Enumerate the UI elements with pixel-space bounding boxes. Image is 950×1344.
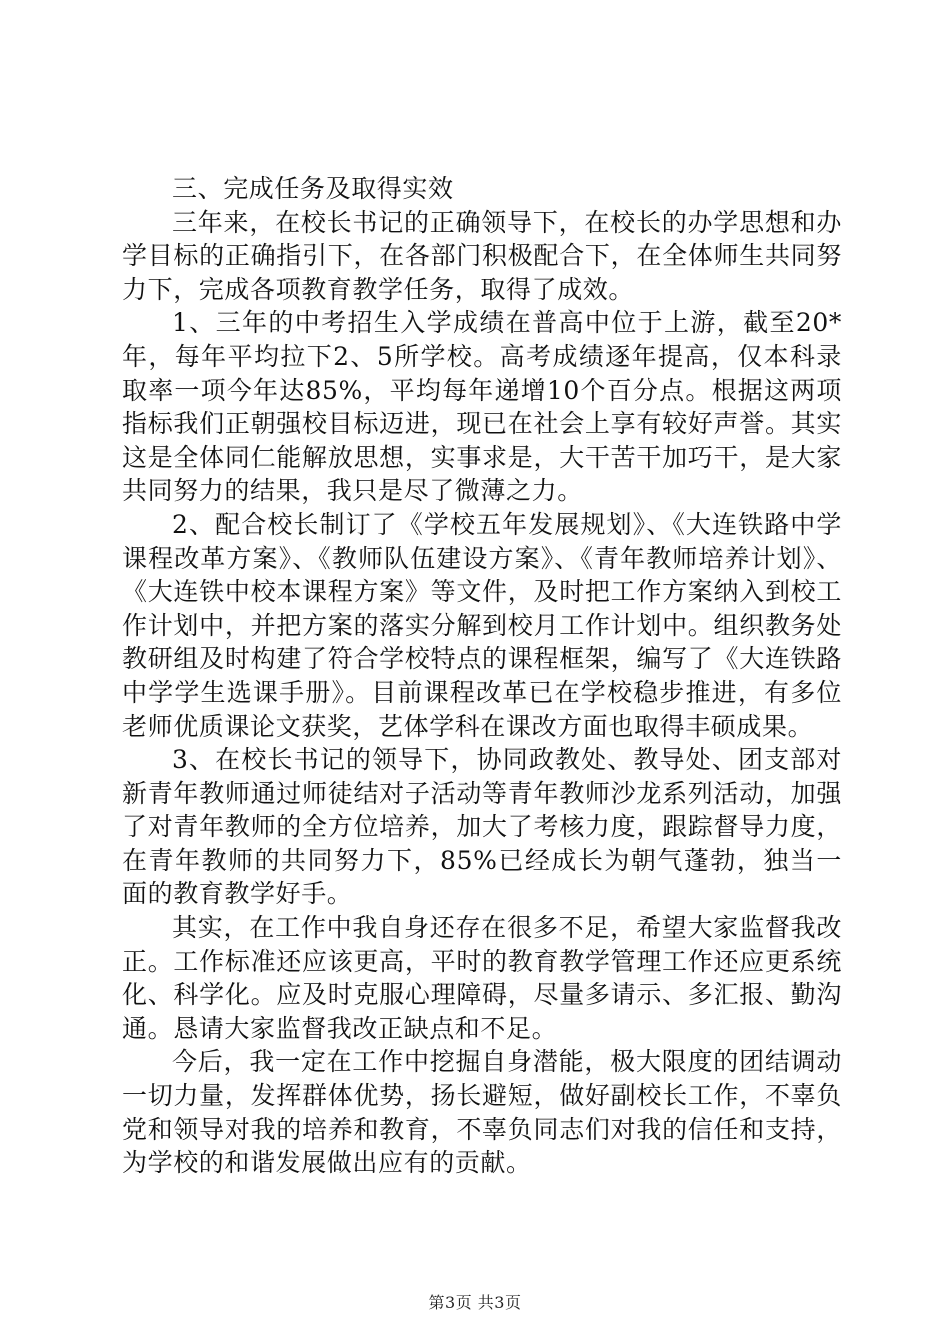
paragraph-item-3: 3、在校长书记的领导下，协同政教处、教导处、团支部对新青年教师通过师徒结对子活动等青年教师沙龙系列活动，加强了对青年教师的全方位培养，加大了考核力度，跟踪督导力度，在青年教师的共同努力下，85%已经成长为朝气蓬勃，独当一面的教育教学好手。 (122, 745, 842, 909)
paragraph-shortcomings: 其实，在工作中我自身还存在很多不足，希望大家监督我改正。工作标准还应该更高，平时的教育教学管理工作还应更系统化、科学化。应及时克服心理障碍，尽量多请示、多汇报、勤沟通。恳请大家监督我改正缺点和不足。 (122, 913, 842, 1043)
section-heading: 三、完成任务及取得实效 (172, 174, 454, 203)
page-footer: 第3页 共3页 (428, 1293, 522, 1312)
document-body (122, 172, 842, 1180)
paragraph-item-2: 2、配合校长制订了《学校五年发展规划》、《大连铁路中学课程改革方案》、《教师队伍建设方案》、《青年教师培养计划》、《大连铁中校本课程方案》等文件，及时把工作方案纳入到校工作计划中，并把方案的落实分解到校月工作计划中。组织教务处教研组及时构建了符合学校特点的课程框架，编写了《大连铁路中学学生选课手册》。目前课程改革已在学校稳步推进，有多位老师优质课论文获奖，艺体学科在课改方面也取得丰硕成果。 (122, 509, 842, 741)
paragraph-closing: 今后，我一定在工作中挖掘自身潜能，极大限度的团结调动一切力量，发挥群体优势，扬长避短，做好副校长工作，不辜负党和领导对我的培养和教育，不辜负同志们对我的信任和支持，为学校的和谐发展做出应有的贡献。 (122, 1047, 842, 1178)
paragraph-item-1: 1、三年的中考招生入学成绩在普高中位于上游，截至20*年，每年平均拉下2、5所学校。高考成绩逐年提高，仅本科录取率一项今年达85%，平均每年递增10个百分点。根据这两项指标我们正朝强校目标迈进，现已在社会上享有较好声誉。其实这是全体同仁能解放思想，实事求是，大干苦干加巧干，是大家共同努力的结果，我只是尽了微薄之力。 (122, 308, 842, 506)
paragraph-intro: 三年来，在校长书记的正确领导下，在校长的办学思想和办学目标的正确指引下，在各部门积极配合下，在全体师生共同努力下，完成各项教育教学任务，取得了成效。 (122, 207, 842, 304)
